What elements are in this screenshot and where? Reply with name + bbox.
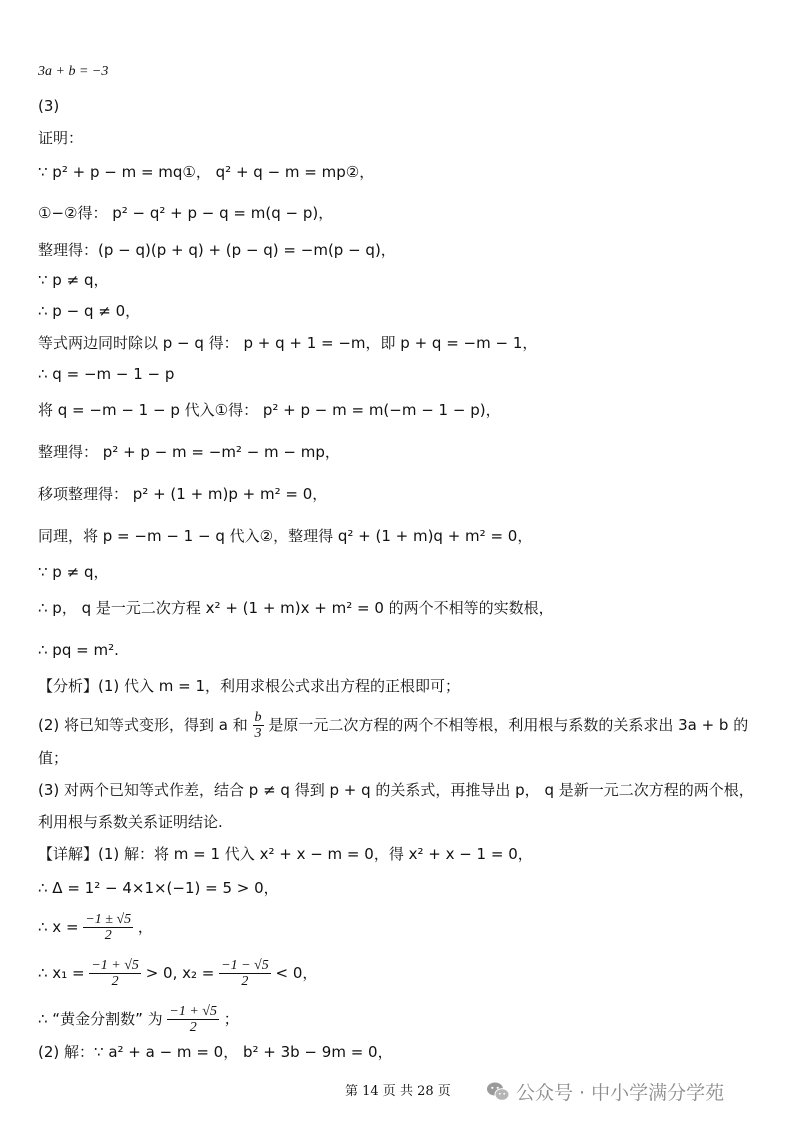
wechat-icon [486, 1081, 510, 1103]
line-similarly: 同理，将 p = −m − 1 − q 代入②，整理得 q² + (1 + m)q + m² = 0， [38, 527, 533, 545]
analysis-part-3: (3) 对两个已知等式作差，结合 p ≠ q 得到 p + q 的关系式，再推导出 p， q 是新一元二次方程的两个根， [38, 781, 754, 799]
fraction-numerator: b [254, 710, 262, 725]
fraction-x-pm [83, 912, 133, 943]
x-solution-suffix: ， [137, 918, 153, 936]
watermark [486, 1078, 724, 1105]
page-number: 第 14 页 共 28 页 [345, 1084, 451, 1099]
analysis-part-2-cont: 值； [38, 749, 69, 767]
line-subtract: ①−②得： p² − q² + p − q = m(q − p)， [38, 204, 334, 222]
fraction-denominator: 2 [189, 1020, 197, 1035]
detail-part-1: 【详解】(1) 解：将 m = 1 代入 x² + x − m = 0，得 x² + x − 1 = 0， [38, 845, 533, 863]
line-p-minus-q-nonzero: ∴ p − q ≠ 0， [38, 302, 141, 320]
proof-label: 证明： [38, 129, 84, 147]
line-p-neq-q: ∵ p ≠ q， [38, 271, 109, 289]
fraction-denominator: 2 [104, 928, 112, 943]
line-substitute: 将 q = −m − 1 − p 代入①得： p² + p − m = m(−m − 1 − p)， [38, 401, 501, 419]
line-discriminant: ∴ Δ = 1² − 4×1×(−1) = 5 > 0， [38, 879, 279, 897]
line-x1-x2 [38, 958, 317, 989]
line-given-equations: ∵ p² + p − m = mq①， q² + q − m = mp②， [38, 163, 375, 181]
line-roots: ∴ p， q 是一元二次方程 x² + (1 + m)x + m² = 0 的两个不相等的实数根， [38, 599, 554, 617]
fraction-golden [167, 1004, 219, 1035]
fraction-numerator: −1 ± √5 [85, 912, 132, 927]
x-solution-prefix: ∴ x = [38, 918, 79, 936]
line-rearrange: 移项整理得： p² + (1 + m)p + m² = 0， [38, 485, 328, 503]
analysis-part-2-end: 是原一元二次方程的两个不相等根，利用根与系数的关系求出 3a + b 的 [268, 716, 749, 734]
golden-ratio-prefix: ∴ “黄金分割数” 为 [38, 1010, 163, 1028]
x2-suffix: < 0， [275, 964, 318, 982]
line-divide: 等式两边同时除以 p − q 得： p + q + 1 = −m，即 p + q = −m − 1， [38, 334, 538, 352]
fraction-x2 [219, 958, 271, 989]
analysis-part-3-cont: 利用根与系数关系证明结论. [38, 813, 223, 831]
line-x-solution [38, 912, 153, 943]
fraction-denominator: 3 [254, 726, 262, 741]
fraction-numerator: −1 + √5 [169, 1004, 217, 1019]
line-3a-plus-b: 3a + b = −3 [38, 64, 109, 79]
fraction-b-over-3 [253, 710, 264, 741]
line-q-expression: ∴ q = −m − 1 − p [38, 365, 175, 383]
line-golden-ratio [38, 1004, 239, 1035]
fraction-denominator: 2 [241, 974, 249, 989]
line-simplify: 整理得： p² + p − m = −m² − m − mp， [38, 443, 340, 461]
watermark-text: 公众号 · 中小学满分学苑 [516, 1082, 725, 1104]
fraction-denominator: 2 [111, 974, 119, 989]
line-conclusion: ∴ pq = m². [38, 641, 119, 659]
analysis-part-2-start: (2) 将已知等式变形，得到 a 和 [38, 716, 248, 734]
part-3-label: (3) [38, 97, 60, 115]
x1-prefix: ∴ x₁ = [38, 964, 85, 982]
fraction-numerator: −1 − √5 [221, 958, 269, 973]
line-factor: 整理得：(p − q)(p + q) + (p − q) = −m(p − q)， [38, 241, 396, 259]
line-p-neq-q-2: ∵ p ≠ q， [38, 563, 109, 581]
x2-prefix: > 0, x₂ = [145, 964, 215, 982]
fraction-x1 [89, 958, 141, 989]
golden-ratio-suffix: ； [223, 1010, 239, 1028]
analysis-part-1: 【分析】(1) 代入 m = 1，利用求根公式求出方程的正根即可； [38, 677, 461, 695]
detail-part-2: (2) 解：∵ a² + a − m = 0， b² + 3b − 9m = 0， [38, 1043, 393, 1061]
fraction-numerator: −1 + √5 [91, 958, 139, 973]
analysis-part-2 [38, 710, 748, 741]
